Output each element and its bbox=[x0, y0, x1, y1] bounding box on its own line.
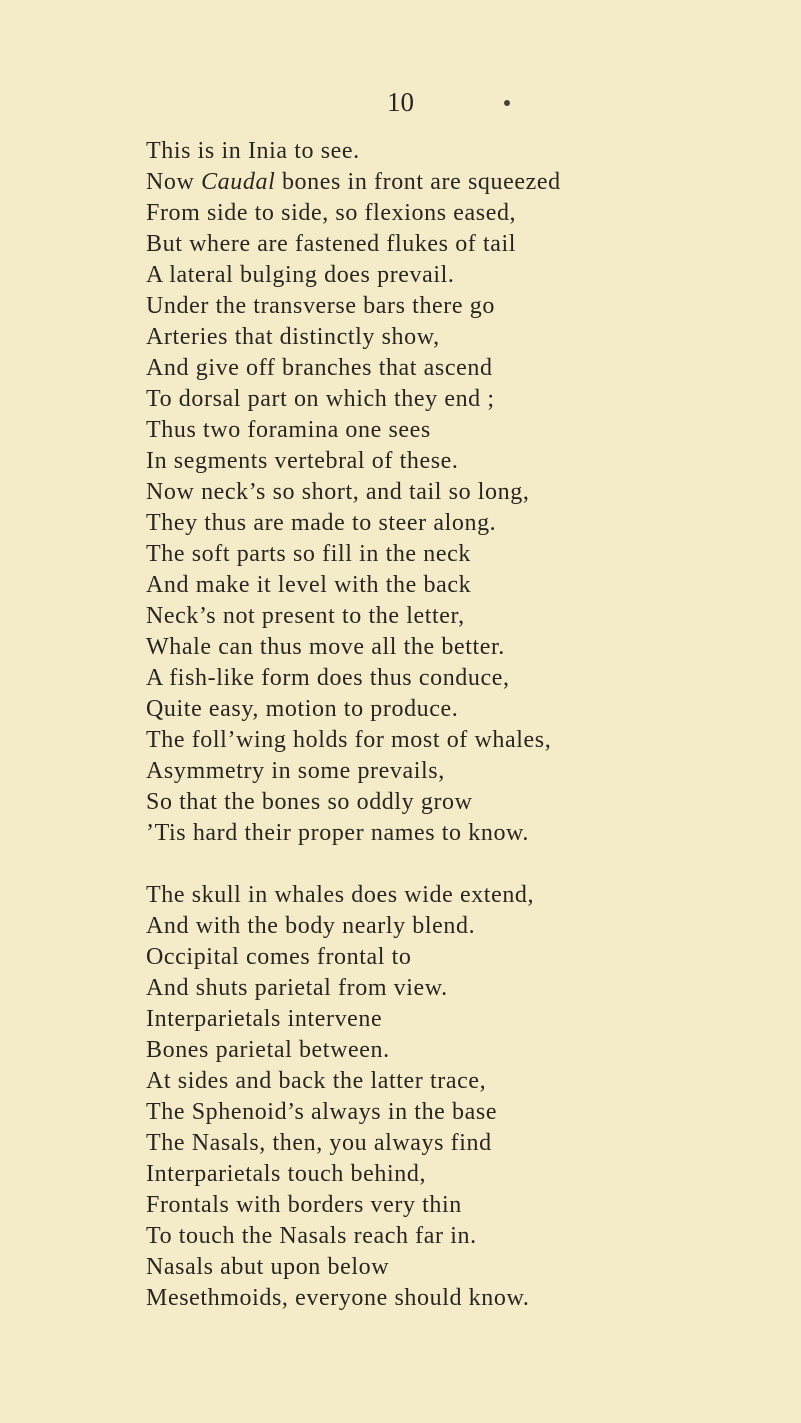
poem-line: And make it level with the back bbox=[146, 572, 472, 598]
poem-line: Neck’s not present to the letter, bbox=[146, 603, 465, 629]
ink-speck bbox=[504, 100, 510, 106]
poem-line: Frontals with borders very thin bbox=[146, 1192, 462, 1218]
poem-line: The Sphenoid’s always in the base bbox=[146, 1099, 498, 1125]
poem-line: Whale can thus move all the better. bbox=[146, 634, 505, 660]
poem-line: The Nasals, then, you always find bbox=[146, 1130, 492, 1156]
poem-line: This is in Inia to see. bbox=[146, 138, 360, 164]
poem-line: A fish-like form does thus conduce, bbox=[146, 665, 510, 691]
poem-line: To dorsal part on which they end ; bbox=[146, 386, 495, 412]
poem-line: And shuts parietal from view. bbox=[146, 975, 448, 1001]
line-text-before: Now bbox=[146, 169, 202, 195]
poem-line: At sides and back the latter trace, bbox=[146, 1068, 487, 1094]
poem-line: Bones parietal between. bbox=[146, 1037, 390, 1063]
poem-line: Quite easy, motion to produce. bbox=[146, 696, 459, 722]
italic-term: Caudal bbox=[201, 169, 276, 195]
poem-line: Nasals abut upon below bbox=[146, 1254, 390, 1280]
poem-line: And give off branches that ascend bbox=[146, 355, 493, 381]
poem-line: Arteries that distinctly show, bbox=[146, 324, 440, 350]
poem-line: And with the body nearly blend. bbox=[146, 913, 476, 939]
line-text-after: bones in front are squeezed bbox=[275, 169, 561, 195]
poem-line: To touch the Nasals reach far in. bbox=[146, 1223, 477, 1249]
poem-line: In segments vertebral of these. bbox=[146, 448, 459, 474]
poem-line: The foll’wing holds for most of whales, bbox=[146, 727, 552, 753]
poem-line: The skull in whales does wide extend, bbox=[146, 882, 535, 908]
stanza-1 bbox=[146, 136, 561, 849]
poem-line: Now neck’s so short, and tail so long, bbox=[146, 479, 530, 505]
poem-line: Asymmetry in some prevails, bbox=[146, 758, 445, 784]
stanza-2 bbox=[146, 880, 534, 1314]
poem-line: ’Tis hard their proper names to know. bbox=[146, 820, 530, 846]
poem-line: Interparietals touch behind, bbox=[146, 1161, 427, 1187]
poem-line: They thus are made to steer along. bbox=[146, 510, 497, 536]
poem-line: Occipital comes frontal to bbox=[146, 944, 412, 970]
page-number: 10 bbox=[387, 87, 414, 117]
poem-line: But where are fastened flukes of tail bbox=[146, 231, 517, 257]
poem-line: The soft parts so fill in the neck bbox=[146, 541, 471, 567]
poem-line bbox=[146, 167, 561, 198]
poem-line: Mesethmoids, everyone should know. bbox=[146, 1285, 530, 1311]
poem-line: Under the transverse bars there go bbox=[146, 293, 495, 319]
poem-line: So that the bones so oddly grow bbox=[146, 789, 473, 815]
poem-line: A lateral bulging does prevail. bbox=[146, 262, 455, 288]
poem-line: Interparietals intervene bbox=[146, 1006, 383, 1032]
poem-line: Thus two foramina one sees bbox=[146, 417, 431, 443]
poem-line: From side to side, so flexions eased, bbox=[146, 200, 517, 226]
